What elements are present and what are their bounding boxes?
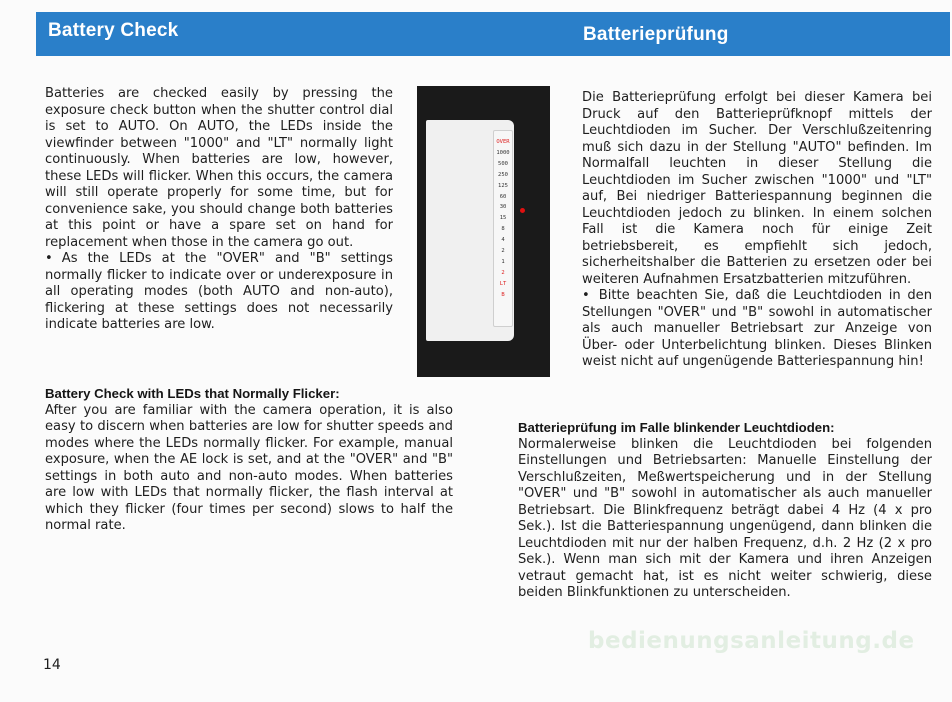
scale-tick: 15 xyxy=(499,215,507,222)
scale-tick: LT xyxy=(499,280,507,287)
bullet-icon: • xyxy=(582,288,590,303)
german-paragraph-2 xyxy=(582,288,932,371)
english-column-bottom xyxy=(45,386,453,535)
english-paragraph-1: Batteries are checked easily by pressing the exposure check button when the shutter control dial is set to AUTO. On AUTO, the LEDs inside the viewfinder between "1000" and "LT" normally light continuously. When batteries are low, however, these LEDs will flicker. When this occurs, the camera will still operate properly for some time, but for convenience sake, you should change both batteries at this point or have a spare set on hand for replacement when those in the camera go out. xyxy=(45,86,393,250)
led-indicator-icon xyxy=(520,208,525,213)
scale-tick: 1 xyxy=(501,258,505,265)
english-paragraph-2 xyxy=(45,251,393,334)
german-paragraph-1: Die Batterieprüfung erfolgt bei dieser Kamera bei Druck auf den Batterieprüfknopf mittels der Leuchtdioden im Sucher. Der Verschlußzeitenring muß sich dazu in der Stellung "AUTO" befinden. Im Normalfall leuchten in dieser Stellung die Leuchtdioden im Sucher zwischen "1000" und "LT" auf, Bei niedriger Batteriespannung beginnen die Leuchtdioden jedoch zu blinken. In einem solchen Fall ist die Kamera noch für einige Zeit betriebsbereit, es empfiehlt sich jedoch, sicherheitshalber die Batterien zu ersetzen oder bei weiteren Aufnahmen Ersatzbatterien mitzuführen. xyxy=(582,90,932,287)
german-paragraph-3: Normalerweise blinken die Leuchtdioden bei folgenden Einstellungen und Betriebsarten: Manuelle Einstellung der Verschlußzeiten, Meßwertspeicherung und in der Stellung "OVER" und "B" sowohl in automatischer als auch manueller Betriebsart. Die Blinkfrequenz beträgt dabei 4 Hz (4 x pro Sek.). Ist die Batteriespannung ungenügend, dann blinken die Leuchtdioden mit nur der halben Frequenz, d.h. 2 Hz (2 x pro Sek.). Wenn man sich mit der Kamera und ihren Anzeigen vetraut gemacht hat, ist es nicht weiter schwierig, diese beiden Blinkfunktionen zu unterscheiden. xyxy=(518,436,932,600)
english-column-top xyxy=(45,86,393,334)
scale-tick: 500 xyxy=(498,160,508,167)
scale-tick: 30 xyxy=(499,204,507,211)
scale-tick: 2 xyxy=(501,269,505,276)
watermark: bedienungsanleitung.de xyxy=(588,628,915,654)
shutter-speed-scale xyxy=(493,130,513,327)
scale-tick: 2 xyxy=(501,248,505,254)
english-paragraph-3: After you are familiar with the camera operation, it is also easy to discern when batteries are low for shutter speeds and modes where the LEDs normally flicker. For example, manual exposure, when the AE lock is set, and at the "OVER" and "B" settings in both auto and non-auto modes. When batteries are low with LEDs that normally flicker, the flash interval at which they flicker (four times per second) slows to half the normal rate. xyxy=(45,402,453,533)
scale-tick: B xyxy=(501,291,505,298)
scale-tick: 60 xyxy=(499,193,507,200)
title-german: Batterieprüfung xyxy=(583,24,729,45)
scale-tick: 8 xyxy=(501,226,505,233)
german-subheading: Batterieprüfung im Falle blinkender Leuchtdioden: xyxy=(518,420,835,435)
page-number: 14 xyxy=(43,657,61,673)
german-column-bottom xyxy=(518,420,932,602)
scale-tick: 250 xyxy=(498,171,508,178)
german-paragraph-2-text: Bitte beachten Sie, daß die Leuchtdioden in den Stellungen "OVER" und "B" sowohl in automatischer als auch manueller Betriebsart zur Anzeige von Über- oder Unterbelichtung blinken. Dieses Blinken weist nicht auf ungenügende Batteriespannung hin! xyxy=(582,288,932,369)
english-paragraph-2-text: As the LEDs at the "OVER" and "B" settings normally flicker to indicate over or underexposure in all operating modes (both AUTO and non-auto), flickering at these settings does not necessarily indicate batteries are low. xyxy=(45,251,393,332)
title-english: Battery Check xyxy=(48,20,179,41)
bullet-icon: • xyxy=(45,251,53,266)
scale-tick: 4 xyxy=(501,237,505,244)
scale-tick: 125 xyxy=(498,182,508,189)
english-subheading: Battery Check with LEDs that Normally Flicker: xyxy=(45,386,340,401)
scale-tick: OVER xyxy=(496,139,510,145)
viewfinder-illustration xyxy=(417,86,550,377)
scale-tick: 1000 xyxy=(496,149,510,156)
german-column-top xyxy=(582,90,932,371)
